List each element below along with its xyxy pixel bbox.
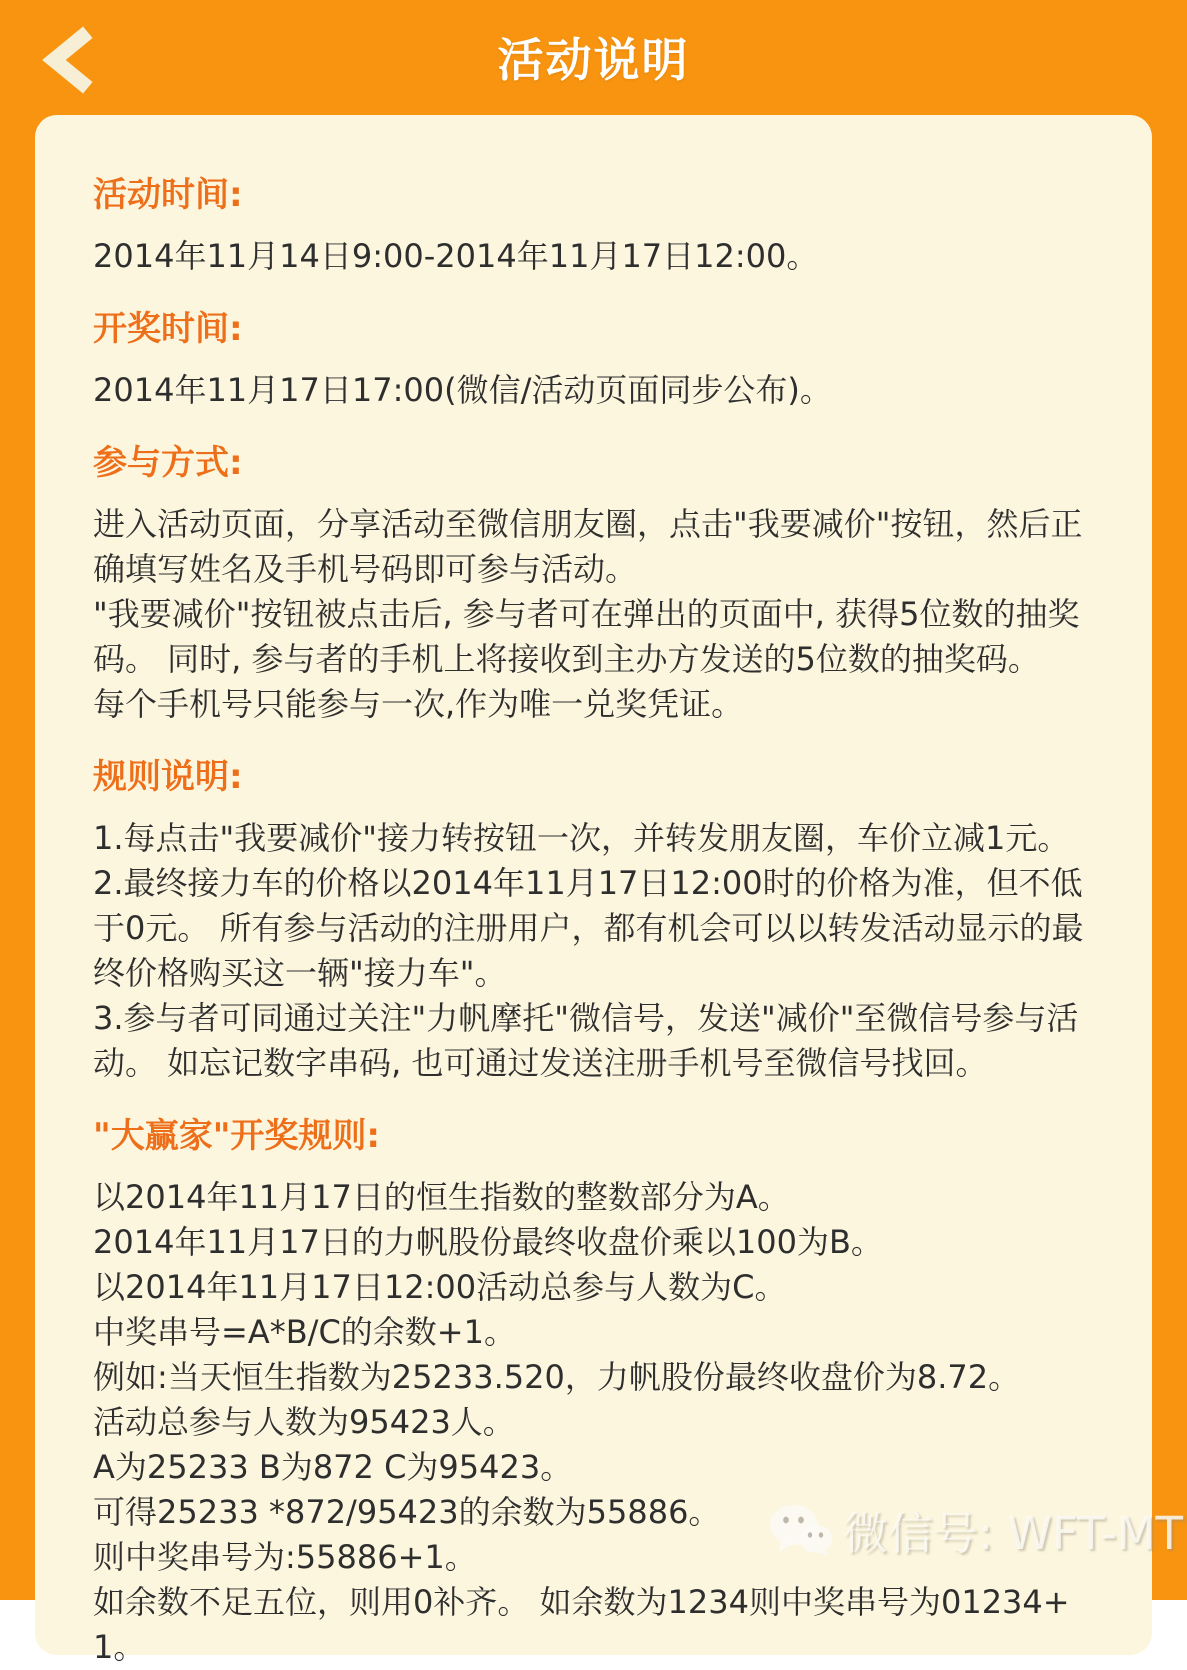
section-paragraph: 3.参与者可同通过关注"力帆摩托"微信号，发送"减价"至微信号参与活动。 如忘记数字串码, 也可通过发送注册手机号至微信号找回。 (93, 999, 1079, 1082)
watermark-text: 微信号: WFT-MT (843, 1507, 1183, 1560)
section-paragraph: A为25233 B为872 C为95423。 (93, 1448, 573, 1486)
section-heading: 规则说明: (93, 757, 243, 797)
section-heading: 参与方式: (93, 443, 243, 483)
section-paragraph: 每个手机号只能参与一次,作为唯一兑奖凭证。 (93, 685, 744, 723)
section-paragraph: 2014年11月14日9:00-2014年11月17日12:00。 (93, 237, 819, 275)
section-paragraph: 2014年11月17日17:00(微信/活动页面同步公布)。 (93, 371, 832, 409)
section-paragraph: 则中奖串号为:55886+1。 (93, 1538, 477, 1576)
section-paragraph: 如余数不足五位，则用0补齐。 如余数为1234则中奖串号为01234+1。 (93, 1583, 1070, 1666)
section-participation-method (93, 435, 1090, 727)
section-paragraph: 例如:当天恒生指数为25233.520，力帆股份最终收盘价为8.72。 (93, 1358, 1021, 1396)
section-rules (93, 749, 1090, 1086)
section-heading: "大赢家"开奖规则: (93, 1116, 381, 1156)
section-paragraph: 可得25233 *872/95423的余数为55886。 (93, 1493, 721, 1531)
section-activity-time (93, 167, 1090, 279)
section-heading: 活动时间: (93, 175, 243, 215)
section-paragraph: 2.最终接力车的价格以2014年11月17日12:00时的价格为准，但不低于0元。 所有参与活动的注册用户，都有机会可以以转发活动显示的最终价格购买这一辆"接力车"。 (93, 864, 1084, 992)
content-card (35, 115, 1152, 1666)
page-title: 活动说明 (497, 33, 690, 87)
section-paragraph: "我要减价"按钮被点击后, 参与者可在弹出的页面中, 获得5位数的抽奖码。 同时, 参与者的手机上将接收到主办方发送的5位数的抽奖码。 (93, 595, 1080, 678)
section-paragraph: 进入活动页面，分享活动至微信朋友圈，点击"我要减价"按钮，然后正确填写姓名及手机号码即可参与活动。 (93, 505, 1083, 588)
section-paragraph: 以2014年11月17日的恒生指数的整数部分为A。 (93, 1178, 790, 1216)
section-paragraph: 1.每点击"我要减价"接力转按钮一次，并转发朋友圈，车价立减1元。 (93, 819, 1070, 857)
section-big-winner-rules (93, 1108, 1090, 1670)
section-paragraph: 以2014年11月17日12:00活动总参与人数为C。 (93, 1268, 787, 1306)
section-draw-time (93, 301, 1090, 413)
section-paragraph: 中奖串号=A*B/C的余数+1。 (93, 1313, 516, 1351)
section-heading: 开奖时间: (93, 309, 243, 349)
section-paragraph: 活动总参与人数为95423人。 (93, 1403, 515, 1441)
section-paragraph: 2014年11月17日的力帆股份最终收盘价乘以100为B。 (93, 1223, 883, 1261)
header (0, 0, 1187, 115)
